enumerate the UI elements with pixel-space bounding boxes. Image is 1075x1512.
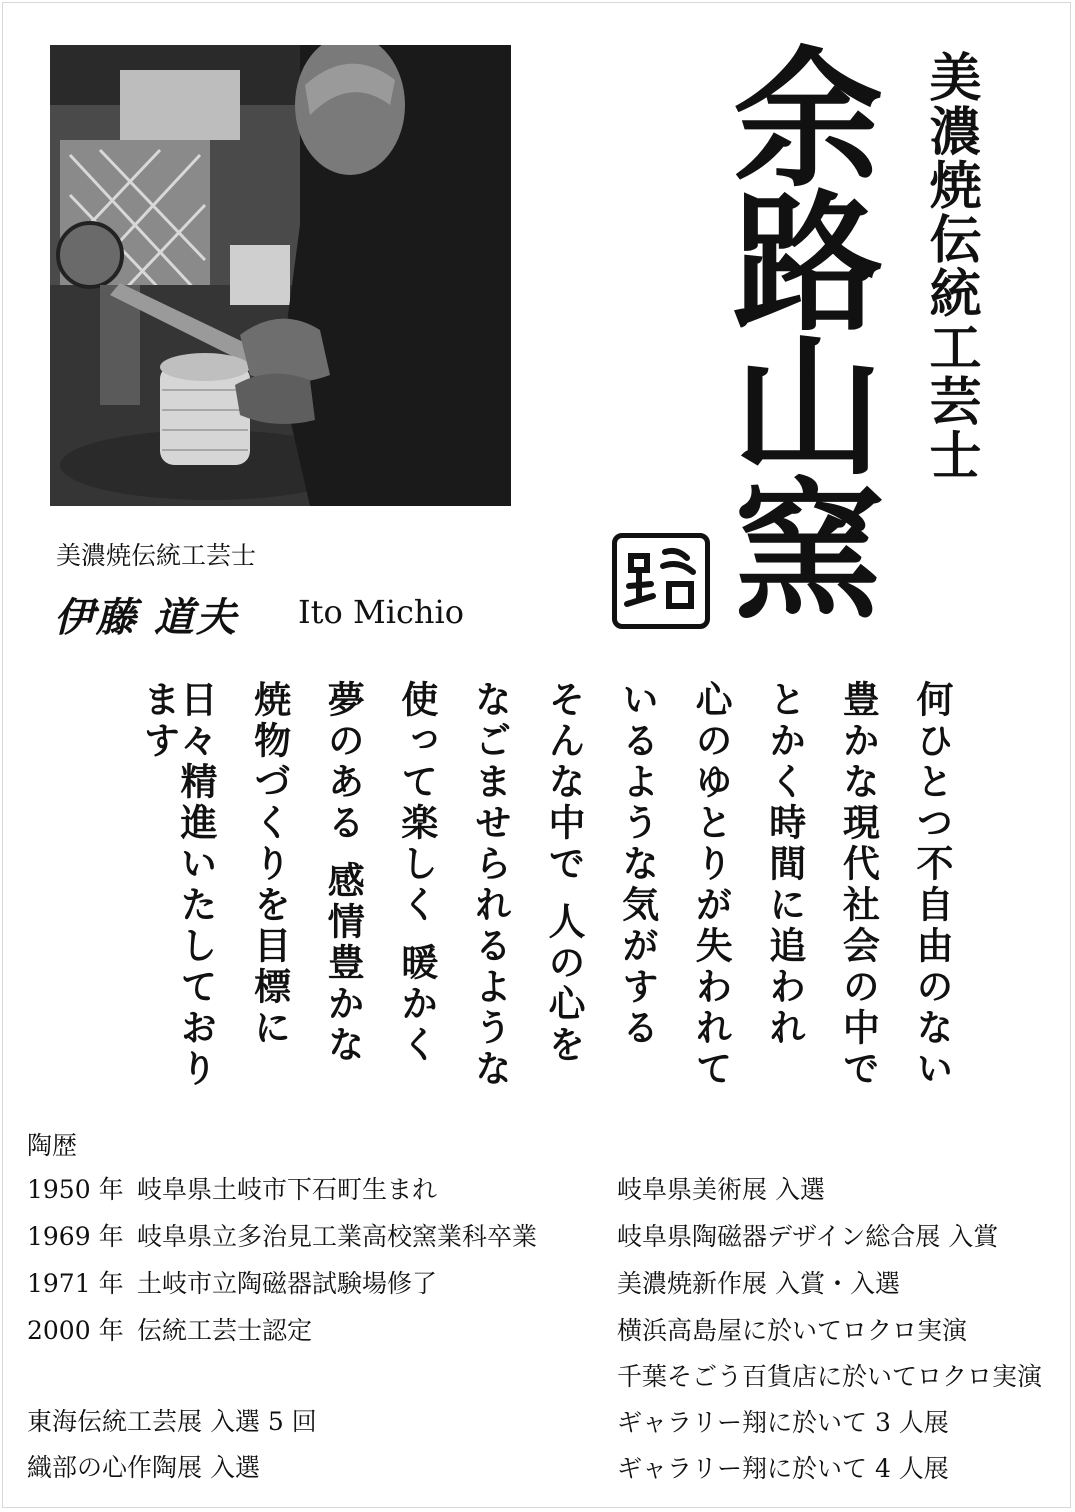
artist-name-ja: 伊藤 道夫 [54, 594, 238, 641]
artist-name-en: Ito Michio [298, 593, 464, 631]
poem-line: 何ひとつ不自由のない [909, 680, 954, 1090]
history-row [27, 1311, 312, 1347]
history-row [27, 1217, 537, 1253]
award-item: 岐阜県美術展 入選 [617, 1175, 825, 1204]
poem-line: 使って楽しく 暖かく [394, 680, 439, 1066]
kiln-name: 余路山窯 [707, 40, 883, 616]
poem-line: 心のゆとりが失われて [689, 680, 734, 1090]
potter-photo [50, 45, 511, 506]
award-item: 美濃焼新作展 入賞・入選 [617, 1269, 900, 1298]
history-row [27, 1170, 437, 1206]
poem-line: そんな中で 人の心を [541, 680, 586, 1066]
award-item: ギャラリー翔に於いて 3 人展 [617, 1408, 949, 1437]
award-item: ギャラリー翔に於いて 4 人展 [617, 1454, 949, 1483]
exhibition-item: 東海伝統工芸展 入選 5 回 [27, 1407, 317, 1436]
vertical-title: 美濃焼伝統工芸士 [920, 50, 981, 482]
history-text: 岐阜県立多治見工業高校窯業科卒業 [137, 1222, 538, 1251]
history-text: 岐阜県土岐市下石町生まれ [137, 1175, 438, 1204]
history-year: 1950 年 [27, 1175, 124, 1204]
history-year: 2000 年 [27, 1316, 124, 1345]
exhibition-item: 織部の心作陶展 入選 [27, 1453, 260, 1482]
poem-line: なごませられるような [468, 680, 513, 1090]
award-item: 岐阜県陶磁器デザイン総合展 入賞 [617, 1222, 999, 1251]
poem-line: 豊かな現代社会の中で [836, 680, 881, 1090]
award-item: 横浜高島屋に於いてロクロ実演 [617, 1316, 968, 1345]
history-text: 伝統工芸士認定 [137, 1316, 313, 1345]
poem-line: 日々精進いたしております [137, 680, 218, 1090]
history-year: 1971 年 [27, 1269, 124, 1298]
career-heading: 陶歴 [27, 1131, 78, 1160]
poem-line: 夢のある 感情豊かな [321, 680, 366, 1066]
history-text: 土岐市立陶磁器試験場修了 [137, 1269, 438, 1298]
poem-line: 焼物づくりを目標に [247, 680, 292, 1049]
history-row [27, 1264, 437, 1300]
poem-line: とかく時間に追われ [762, 680, 807, 1049]
seal-stamp [612, 533, 710, 629]
poem [137, 680, 954, 1120]
history-year: 1969 年 [27, 1222, 124, 1251]
award-item: 千葉そごう百貨店に於いてロクロ実演 [617, 1362, 1043, 1391]
subtitle: 美濃焼伝統工芸士 [56, 541, 257, 570]
poem-line: いるような気がする [615, 680, 660, 1049]
